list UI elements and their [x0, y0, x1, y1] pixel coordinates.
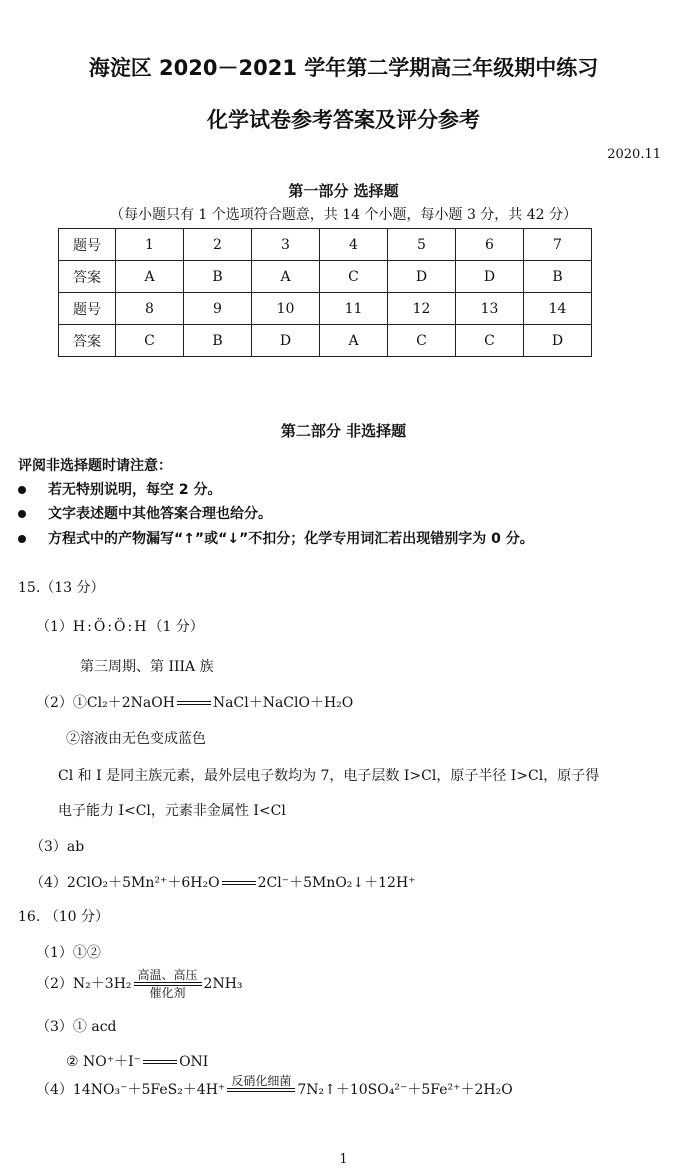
bullet-text: 文字表述题中其他答案合理也给分。: [48, 506, 272, 522]
bullet-icon: [18, 510, 26, 518]
list-item: [18, 528, 534, 548]
question-number: 7: [524, 229, 592, 261]
q16-part3-line2: [66, 1051, 208, 1071]
q15-part4: [30, 872, 416, 892]
bullet-icon: [18, 535, 26, 543]
reaction-condition: [227, 1074, 295, 1106]
q15-part2-line4: 电子能力 I<Cl，元素非金属性 I<Cl: [58, 803, 286, 819]
equation-right: 2Cl⁻＋5MnO₂↓＋12H⁺: [257, 875, 416, 891]
score-note: （1 分）: [148, 619, 204, 635]
part-label: （2）①: [36, 695, 87, 711]
q16-heading: 16. （10 分）: [18, 909, 109, 925]
part-label: ②: [66, 1054, 84, 1070]
answer-cell: B: [184, 261, 252, 293]
equation-left: Cl₂＋2NaOH: [86, 695, 175, 711]
q15-heading: 15.（13 分）: [18, 580, 105, 596]
row-label-answer: 答案: [59, 261, 116, 293]
list-item: [18, 479, 222, 499]
answer-cell: C: [320, 261, 388, 293]
reaction-condition: [134, 968, 202, 1000]
table-row: [59, 293, 592, 325]
row-label-question: 题号: [59, 293, 116, 325]
condition-above: 高温、高压: [137, 968, 198, 982]
question-number: 3: [252, 229, 320, 261]
answer-cell: A: [320, 325, 388, 357]
part1-note: （每小题只有 1 个选项符合题意，共 14 个小题，每小题 3 分，共 42 分）: [109, 207, 578, 223]
question-number: 8: [116, 293, 184, 325]
question-number: 10: [252, 293, 320, 325]
q15-part2-line2: ②溶液由无色变成蓝色: [66, 731, 206, 747]
answer-cell: C: [388, 325, 456, 357]
equation-left: N₂＋3H₂: [72, 976, 132, 992]
row-label-question: 题号: [59, 229, 116, 261]
answer-cell: B: [184, 325, 252, 357]
equation-right: 2NH₃: [203, 976, 243, 992]
condition-below-empty: [227, 1092, 295, 1106]
answer-cell: D: [388, 261, 456, 293]
question-number: 9: [184, 293, 252, 325]
answer-table: [58, 228, 592, 357]
table-row: [59, 229, 592, 261]
equation-right: ONI: [179, 1054, 209, 1070]
equals-sign-icon: [222, 881, 256, 885]
answer-cell: D: [456, 261, 524, 293]
question-number: 1: [116, 229, 184, 261]
equation-left: 14NO₃⁻＋5FeS₂＋4H⁺: [72, 1082, 226, 1098]
q16-part3: （3）① acd: [36, 1019, 117, 1035]
question-number: 11: [320, 293, 388, 325]
table-row: [59, 325, 592, 357]
page-subtitle: 化学试卷参考答案及评分参考: [207, 108, 480, 132]
equals-sign-icon: [177, 701, 211, 705]
part-label: （4）: [30, 875, 67, 891]
bullet-text: 方程式中的产物漏写“↑”或“↓”不扣分；化学专用词汇若出现错别字为 0 分。: [48, 531, 534, 547]
part2-title: 第二部分 非选择题: [280, 422, 407, 440]
part2-intro: 评阅非选择题时请注意：: [18, 458, 172, 474]
equation-left: NO⁺＋I⁻: [83, 1054, 142, 1070]
answer-cell: A: [252, 261, 320, 293]
question-number: 5: [388, 229, 456, 261]
equals-sign-icon: [143, 1060, 177, 1064]
condition-below: 催化剂: [149, 986, 186, 1000]
question-number: 14: [524, 293, 592, 325]
list-item: [18, 503, 272, 523]
electron-formula: H:Ö:Ö:H: [72, 619, 149, 635]
q15-part1-line2: 第三周期、第 IIIA 族: [80, 659, 214, 675]
condition-above: 反硝化细菌: [231, 1074, 292, 1088]
q15-part2: [36, 692, 353, 712]
question-number: 2: [184, 229, 252, 261]
page-number: 1: [339, 1152, 348, 1167]
q15-part3: （3）ab: [30, 839, 85, 855]
question-number: 4: [320, 229, 388, 261]
q15-part2-line3: Cl 和 I 是同主族元素，最外层电子数均为 7，电子层数 I>Cl，原子半径 I>Cl，原子得: [58, 768, 600, 784]
answer-cell: C: [116, 325, 184, 357]
row-label-answer: 答案: [59, 325, 116, 357]
page-title: 海淀区 2020－2021 学年第二学期高三年级期中练习: [88, 56, 599, 80]
question-number: 13: [456, 293, 524, 325]
answer-cell: B: [524, 261, 592, 293]
equation-right: 7N₂↑＋10SO₄²⁻＋5Fe²⁺＋2H₂O: [297, 1082, 513, 1098]
answer-cell: D: [524, 325, 592, 357]
equation-left: 2ClO₂＋5Mn²⁺＋6H₂O: [66, 875, 220, 891]
q16-part2: [36, 968, 243, 1000]
equation-right: NaCl＋NaClO＋H₂O: [212, 695, 354, 711]
question-number: 12: [388, 293, 456, 325]
document-date: 2020.11: [607, 147, 661, 162]
answer-cell: D: [252, 325, 320, 357]
q16-part1: （1）①②: [36, 945, 101, 961]
part-label: （2）: [36, 976, 73, 992]
bullet-text: 若无特别说明，每空 2 分。: [48, 482, 222, 498]
q16-part4: [36, 1074, 513, 1106]
part-label: （4）: [36, 1082, 73, 1098]
q15-part1: [36, 616, 204, 636]
question-number: 6: [456, 229, 524, 261]
part-label: （1）: [36, 619, 73, 635]
answer-cell: A: [116, 261, 184, 293]
table-row: [59, 261, 592, 293]
part1-title: 第一部分 选择题: [288, 182, 399, 200]
answer-cell: C: [456, 325, 524, 357]
bullet-icon: [18, 486, 26, 494]
